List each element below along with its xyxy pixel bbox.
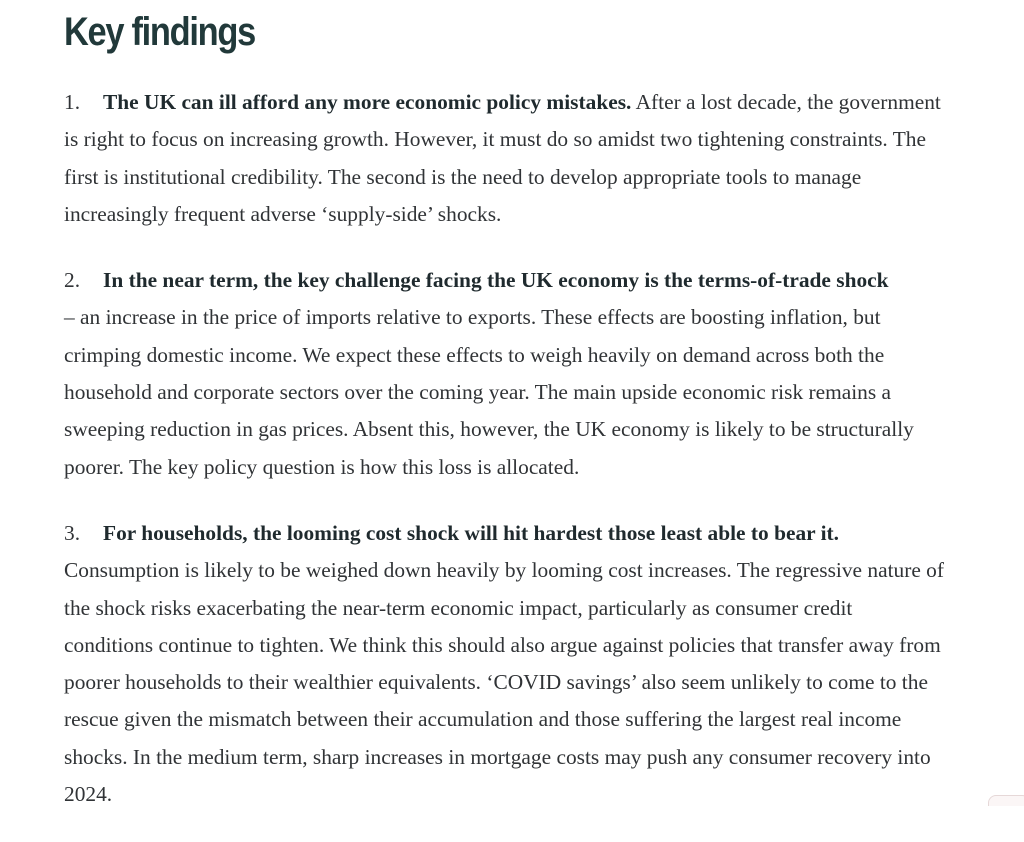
finding-number: 3. — [64, 520, 81, 545]
finding-number: 2. — [64, 268, 81, 293]
finding-number: 1. — [64, 90, 81, 114]
page-title: Key findings — [64, 10, 255, 54]
finding-body: – an increase in the price of imports relative to exports. These effects are boosting inflation, but crimping domestic income. We expect these effects to weigh heavily on demand across both the household and corporate sectors over the coming year. The main upside economic risk remains a sweeping reduction in gas prices. Absent this, however, the UK economy is likely to be structurally poorer. The key policy question is how this loss is allocated. — [64, 305, 914, 479]
finding-item-3 — [64, 515, 944, 813]
finding-body: Consumption is likely to be weighed down heavily by looming cost increases. The regressive nature of the shock risks exacerbating the near-term economic impact, particularly as consumer credit conditions continue to tighten. We think this should also argue against policies that transfer away from poorer households to their wealthier equivalents. ‘COVID savings’ also seem unlikely to come to the rescue given the mismatch between their accumulation and those suffering the largest real income shocks. In the medium term, sharp increases in mortgage costs may push any consumer recovery into 2024. — [64, 558, 945, 807]
key-findings-list — [64, 84, 944, 842]
finding-body: After a lost decade, the government is right to focus on increasing growth. However, it must do so amidst two tightening constraints. The first is institutional credibility. The second is the need to develop appropriate tools to manage increasingly frequent adverse ‘supply-side’ shocks. — [64, 90, 941, 226]
finding-lead: In the near term, the key challenge facing the UK economy is the terms-of-trade shock — [103, 268, 889, 293]
finding-item-1 — [64, 84, 944, 233]
corner-tab[interactable] — [988, 795, 1024, 806]
finding-item-2 — [64, 262, 944, 486]
document-page — [64, 0, 945, 807]
finding-lead: For households, the looming cost shock will hit hardest those least able to bear it. — [103, 520, 840, 545]
finding-lead: The UK can ill afford any more economic policy mistakes. — [103, 90, 632, 114]
